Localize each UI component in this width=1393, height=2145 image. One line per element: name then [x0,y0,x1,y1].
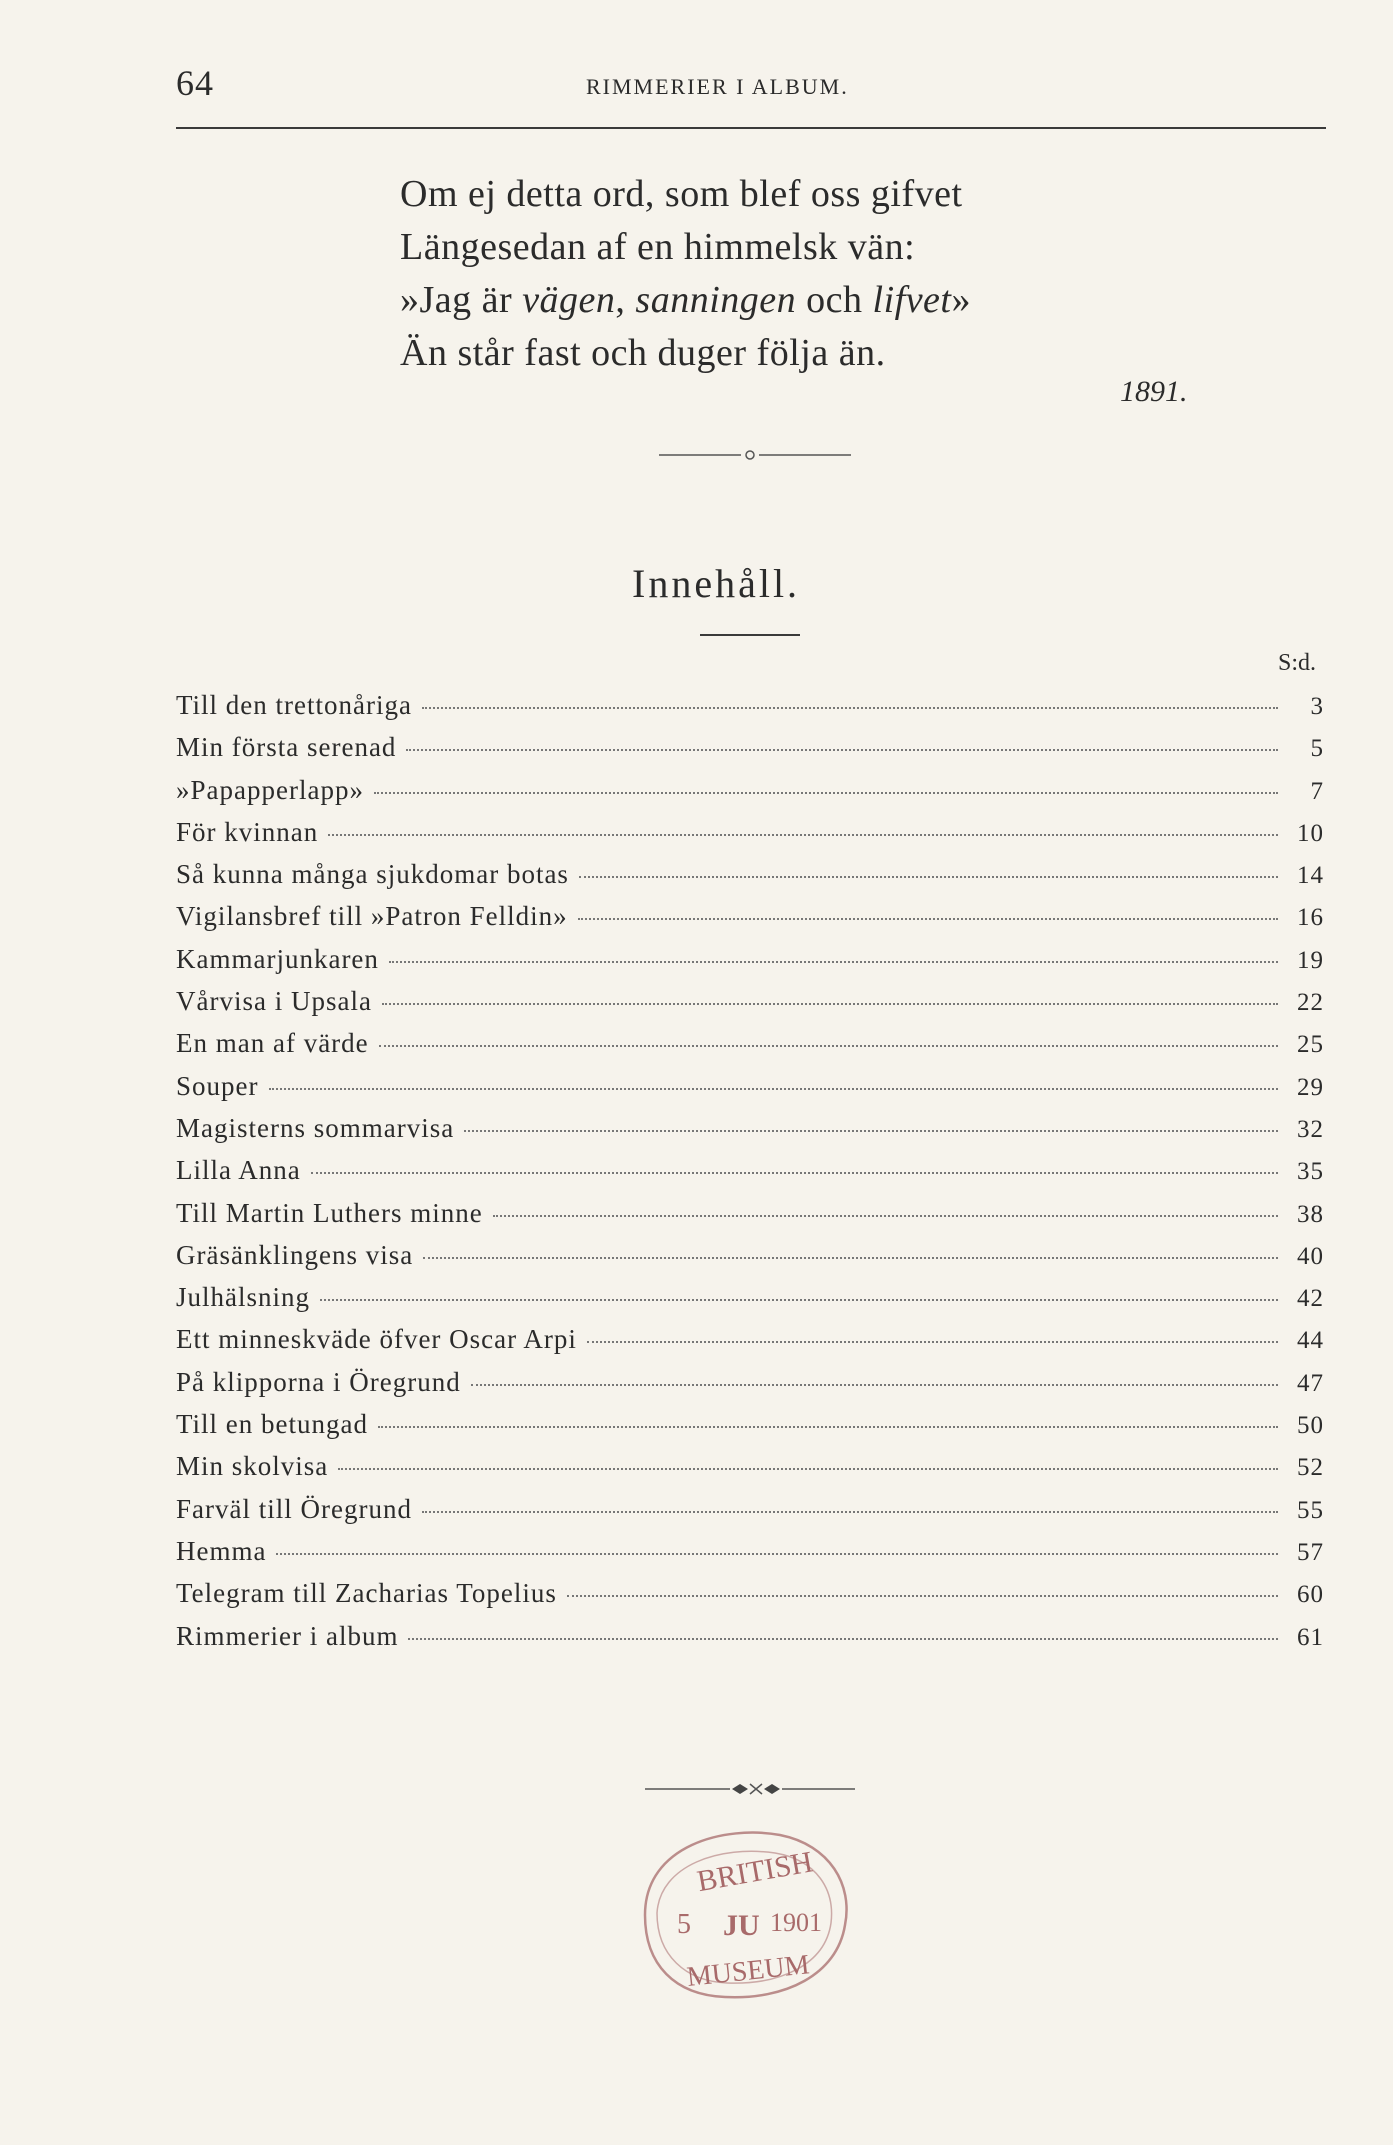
toc-leader-dots [587,1341,1278,1343]
toc-entry-page: 19 [1297,946,1324,974]
toc-entry-page: 32 [1297,1115,1324,1143]
toc-entry-page: 25 [1297,1031,1324,1059]
toc-entry [176,986,1324,1028]
toc-entry [176,1536,1324,1578]
toc-entry-title: Så kunna många sjukdomar botas [176,859,569,890]
toc-entry [176,901,1324,943]
toc-entry-page: 55 [1297,1496,1324,1524]
stamp-top-text: BRITISH [694,1845,816,1899]
toc-entry-page: 60 [1297,1581,1324,1609]
page-column-label: S:d. [1278,650,1317,676]
toc-entry-page: 38 [1297,1200,1324,1228]
toc-entry-page: 50 [1297,1412,1324,1440]
running-head [176,62,1326,112]
toc-leader-dots [408,1638,1278,1640]
toc-entry-page: 3 [1310,693,1324,720]
toc-entry [176,1409,1324,1451]
toc-entry [176,1240,1324,1282]
toc-entry [176,1578,1324,1620]
toc-entry [176,1367,1324,1409]
header-rule [176,127,1326,129]
stamp-day: 5 [677,1909,691,1940]
toc-entry [176,732,1324,774]
stanza-line-3 [400,274,1240,327]
toc-leader-dots [328,834,1278,836]
stamp-month: JU [723,1909,760,1942]
toc-entry-title: Till en betungad [176,1409,369,1440]
toc-entry-title: Vårvisa i Upsala [176,986,372,1017]
toc-entry-title: Rimmerier i album [176,1620,399,1651]
toc-entry-title: Ett minneskväde öfver Oscar Arpi [176,1324,577,1355]
toc-entry-page: 22 [1297,989,1324,1017]
toc-entry-page: 57 [1297,1538,1324,1566]
toc-entry-title: Telegram till Zacharias Topelius [176,1578,557,1609]
toc-leader-dots [423,1257,1278,1259]
toc-leader-dots [464,1130,1278,1132]
toc-leader-dots [378,1426,1278,1428]
toc-entry-page: 5 [1310,735,1324,763]
toc-entry [176,1324,1324,1366]
toc-entry-title: Magisterns sommarvisa [176,1112,455,1143]
toc-leader-dots [276,1553,1278,1555]
toc-leader-dots [379,1045,1278,1047]
toc-entry-page: 52 [1297,1454,1324,1482]
toc-entry [176,1198,1324,1240]
section-divider-ornament [655,445,855,465]
toc-entry-title: Min första serenad [176,732,397,763]
toc-entry-title: Till den trettonåriga [176,690,412,720]
stanza-italic-vagen: vägen [522,279,616,321]
poem-year: 1891. [1120,375,1188,408]
toc-entry [176,1282,1324,1324]
library-stamp [605,1805,865,2015]
toc-leader-dots [311,1172,1278,1174]
toc-entry [176,1494,1324,1536]
toc-leader-dots [567,1595,1278,1597]
stanza-italic-lifvet: lifvet [872,279,952,321]
toc-entry-page: 40 [1297,1242,1324,1270]
toc-entry-page: 16 [1297,904,1324,932]
toc-leader-dots [320,1299,1278,1301]
toc-entry-page: 7 [1310,777,1324,805]
toc-leader-dots [422,707,1278,709]
toc-entry [176,817,1324,859]
toc-entry-title: Hemma [176,1535,267,1566]
toc-entry [176,1071,1324,1113]
running-title: RIMMERIER I ALBUM. [586,74,849,99]
toc-entry-page: 10 [1297,819,1324,847]
toc-entry-title: Souper [176,1070,259,1101]
stanza-line-4: Än står fast och duger följa än. [400,332,886,374]
toc-entry-title: Gräsänklingens visa [176,1239,414,1270]
toc-entry-page: 29 [1297,1073,1324,1101]
toc-entry-page: 42 [1297,1285,1324,1313]
toc-leader-dots [382,1003,1278,1005]
toc-entry-page: 47 [1297,1369,1324,1397]
stamp-bottom-text: MUSEUM [685,1949,811,1993]
toc-entry [176,775,1324,817]
stanza-line-1: Om ej detta ord, som blef oss gifvet [400,173,963,215]
toc-entry-title: Julhälsning [176,1282,311,1313]
closing-stanza [400,168,1240,380]
end-ornament [640,1778,860,1800]
contents-heading-rule [700,634,800,636]
toc-entry [176,1451,1324,1493]
toc-leader-dots [338,1468,1278,1470]
toc-entry-title: Farväl till Öregrund [176,1493,412,1524]
toc-leader-dots [579,876,1278,878]
toc-entry-page: 61 [1297,1623,1324,1651]
toc-leader-dots [471,1384,1278,1386]
table-of-contents [176,690,1324,1663]
stanza-line-3-och: och [796,279,873,321]
contents-heading: Innehåll. [632,561,801,606]
toc-entry [176,690,1324,732]
toc-leader-dots [406,749,1278,751]
toc-entry-title: Till Martin Luthers minne [176,1197,483,1228]
stamp-year: 1901 [770,1908,822,1937]
toc-entry-title: På klipporna i Öregrund [176,1366,461,1397]
stanza-line-3-end: » [951,279,971,321]
toc-entry-title: Min skolvisa [176,1451,329,1482]
toc-entry [176,1155,1324,1197]
toc-entry-title: För kvinnan [176,816,319,847]
toc-entry [176,944,1324,986]
toc-entry [176,1621,1324,1663]
toc-entry-title: Vigilansbref till »Patron Felldin» [176,901,568,932]
page-number: 64 [176,63,214,103]
toc-entry-title: En man af värde [176,1028,369,1059]
toc-entry-page: 44 [1297,1327,1324,1355]
toc-leader-dots [578,918,1278,920]
stanza-line-3-start: »Jag är [400,279,523,321]
toc-leader-dots [389,961,1278,963]
toc-leader-dots [422,1511,1278,1513]
toc-entry [176,1113,1324,1155]
stanza-line-3-comma: , [615,279,636,321]
toc-entry-title: Lilla Anna [176,1155,301,1186]
toc-entry-page: 35 [1297,1158,1324,1186]
toc-entry-title: Kammarjunkaren [176,943,379,974]
toc-entry-page: 14 [1297,862,1324,890]
toc-entry [176,859,1324,901]
toc-entry-title: »Papapperlapp» [176,774,364,805]
toc-leader-dots [493,1215,1278,1217]
toc-leader-dots [374,792,1278,794]
toc-entry [176,1028,1324,1070]
stanza-line-2: Längesedan af en himmelsk vän: [400,226,916,268]
stanza-italic-sanningen: sanningen [635,279,797,321]
toc-leader-dots [269,1088,1279,1090]
